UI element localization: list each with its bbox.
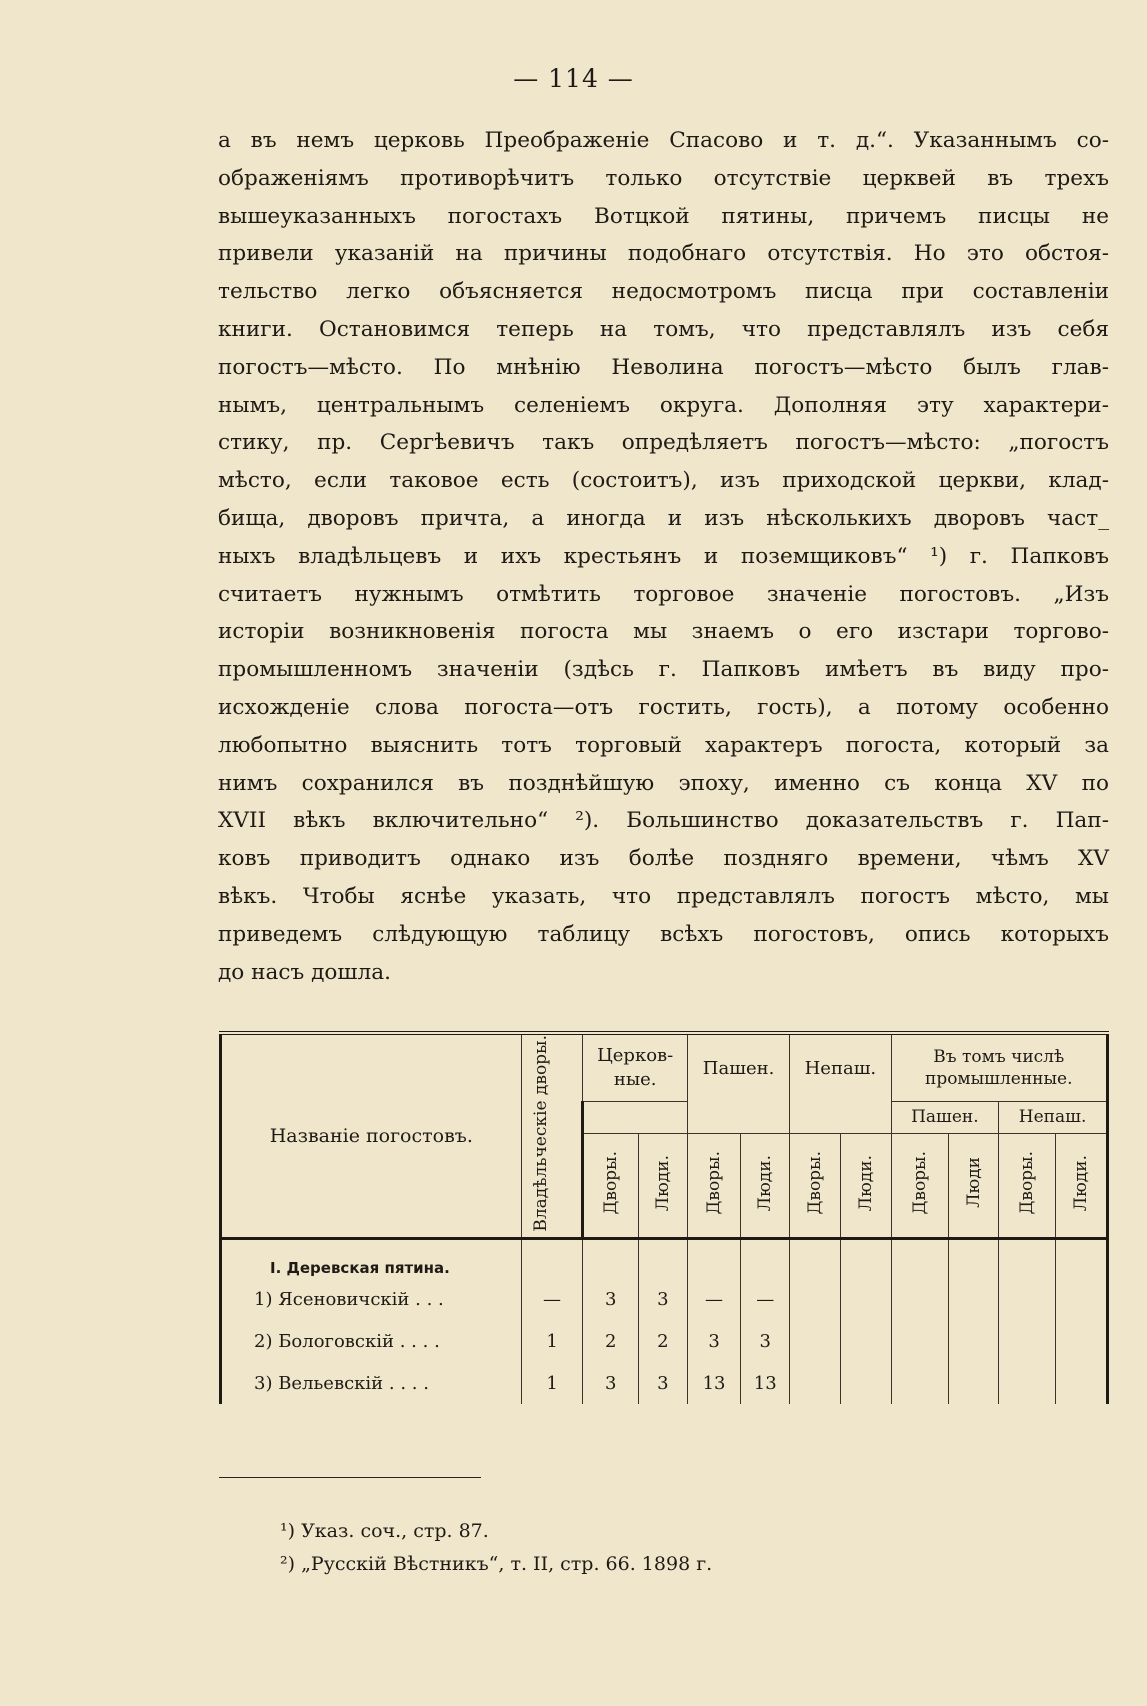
text-line: нымъ, центральнымъ селеніемъ округа. Дополняя эту характери- bbox=[218, 392, 1109, 418]
col-header-owners bbox=[521, 1035, 583, 1238]
cell-p-lyudi: — bbox=[741, 1278, 790, 1320]
col-c-dvory-label: Дворы. bbox=[601, 1151, 622, 1215]
pashen-sub-blank bbox=[687, 1101, 789, 1133]
footnote-divider bbox=[219, 1477, 481, 1478]
church-sub-blank bbox=[583, 1101, 687, 1133]
col-n-dvory-label: Дворы. bbox=[805, 1151, 826, 1215]
text-line: исторіи возникновенія погоста мы знаемъ о его изстари торгово- bbox=[218, 619, 1109, 645]
col-c-dvory bbox=[583, 1133, 638, 1238]
row-name: 3) Вельевскій . . . . bbox=[221, 1362, 522, 1404]
cell-vlad: — bbox=[521, 1278, 583, 1320]
col-header-incl-nepash: Непаш. bbox=[999, 1101, 1108, 1133]
body-text bbox=[218, 122, 1109, 991]
cell-p-lyudi: 13 bbox=[741, 1362, 790, 1404]
col-p-lyudi-label: Люди. bbox=[755, 1154, 776, 1211]
col-header-incl: Въ томъ числѣ промышленные. bbox=[891, 1035, 1107, 1101]
text-line: бища, дворовъ причта, а иногда и изъ нѣсколькихъ дворовъ част_ bbox=[218, 505, 1109, 531]
footnote-2: ²) „Русскій Вѣстникъ“, т. II, стр. 66. 1898 г. bbox=[280, 1553, 713, 1575]
col-header-owners-label: Владѣльческіе дворы. bbox=[530, 1035, 551, 1232]
row-name: 2) Бологовскій . . . . bbox=[221, 1320, 522, 1362]
cell-p-dvory: — bbox=[687, 1278, 740, 1320]
col-header-pashen: Пашен. bbox=[687, 1035, 789, 1101]
table-row bbox=[221, 1362, 1108, 1404]
col-header-name: Названіе погостовъ. bbox=[221, 1035, 522, 1238]
text-line: ображеніямъ противорѣчитъ только отсутствіе церквей въ трехъ bbox=[218, 165, 1109, 191]
text-line: ныхъ владѣльцевъ и ихъ крестьянъ и поземщиковъ“ ¹) г. Папковъ bbox=[218, 543, 1109, 569]
col-n-dvory bbox=[790, 1133, 841, 1238]
cell-c-dvory: 3 bbox=[583, 1362, 638, 1404]
col-ip-lyudi-label: Люди bbox=[963, 1157, 984, 1209]
pogost-table bbox=[219, 1031, 1109, 1404]
cell-p-dvory: 13 bbox=[687, 1362, 740, 1404]
col-p-dvory-label: Дворы. bbox=[704, 1151, 725, 1215]
col-ip-dvory bbox=[891, 1133, 949, 1238]
text-line: ковъ приводитъ однако изъ болѣе поздняго времени, чѣмъ XV bbox=[218, 846, 1109, 872]
page-number: — 114 — bbox=[513, 64, 634, 93]
text-line: стику, пр. Сергѣевичъ такъ опредѣляетъ погостъ—мѣсто: „погостъ bbox=[218, 430, 1109, 456]
cell-c-lyudi: 3 bbox=[638, 1362, 687, 1404]
text-line: а въ немъ церковь Преображеніе Спасово и т. д.“. Указаннымъ со- bbox=[218, 128, 1109, 153]
col-p-dvory bbox=[687, 1133, 740, 1238]
cell-p-lyudi: 3 bbox=[741, 1320, 790, 1362]
col-c-lyudi bbox=[638, 1133, 687, 1238]
text-line: книги. Остановимся теперь на томъ, что представлялъ изъ себя bbox=[218, 316, 1109, 342]
col-n-lyudi-label: Люди. bbox=[855, 1154, 876, 1211]
col-header-incl-pashen: Пашен. bbox=[891, 1101, 999, 1133]
text-line: мѣсто, если таковое есть (состоитъ), изъ приходской церкви, клад- bbox=[218, 468, 1109, 494]
cell-c-lyudi: 3 bbox=[638, 1278, 687, 1320]
cell-c-lyudi: 2 bbox=[638, 1320, 687, 1362]
col-in-lyudi-label: Люди. bbox=[1070, 1154, 1091, 1211]
text-line: приведемъ слѣдующую таблицу всѣхъ погостовъ, опись которыхъ bbox=[218, 921, 1109, 947]
col-n-lyudi bbox=[841, 1133, 891, 1238]
cell-vlad: 1 bbox=[521, 1320, 583, 1362]
text-line: тельство легко объясняется недосмотромъ писца при составленіи bbox=[218, 279, 1109, 305]
col-ip-dvory-label: Дворы. bbox=[909, 1151, 930, 1215]
col-header-nepash: Непаш. bbox=[790, 1035, 891, 1101]
text-line: погостъ—мѣсто. По мнѣнію Неволина погостъ—мѣсто былъ глав- bbox=[218, 354, 1109, 380]
cell-vlad: 1 bbox=[521, 1362, 583, 1404]
table-row bbox=[221, 1320, 1108, 1362]
col-c-lyudi-label: Люди. bbox=[652, 1154, 673, 1211]
footnote-1: ¹) Указ. соч., стр. 87. bbox=[280, 1520, 489, 1542]
section-title: I. Деревская пятина. bbox=[270, 1259, 450, 1278]
cell-c-dvory: 3 bbox=[583, 1278, 638, 1320]
text-line: любопытно выяснить тотъ торговый характеръ погоста, который за bbox=[218, 732, 1109, 758]
col-in-dvory bbox=[999, 1133, 1056, 1238]
col-header-church: Церков-ные. bbox=[583, 1035, 687, 1101]
text-line: нимъ сохранился въ позднѣйшую эпоху, именно съ конца XV по bbox=[218, 770, 1109, 796]
text-line: XVII вѣкъ включительно“ ²). Большинство доказательствъ г. Пап- bbox=[218, 808, 1109, 834]
col-p-lyudi bbox=[741, 1133, 790, 1238]
col-ip-lyudi bbox=[949, 1133, 999, 1238]
row-name: 1) Ясеновичскій . . . bbox=[221, 1278, 522, 1320]
col-in-dvory-label: Дворы. bbox=[1016, 1151, 1037, 1215]
text-line: привели указаній на причины подобнаго отсутствія. Но это обстоя- bbox=[218, 241, 1109, 267]
footnotes bbox=[280, 1515, 712, 1581]
text-line: исхожденіе слова погоста—отъ гостить, гость), а потому особенно bbox=[218, 694, 1109, 720]
section-row bbox=[221, 1238, 522, 1278]
text-line: вышеуказанныхъ погостахъ Вотцкой пятины, причемъ писцы не bbox=[218, 203, 1109, 229]
text-line: промышленномъ значеніи (здѣсь г. Папковъ имѣетъ въ виду про- bbox=[218, 657, 1109, 683]
cell-c-dvory: 2 bbox=[583, 1320, 638, 1362]
nepash-sub-blank bbox=[790, 1101, 891, 1133]
cell-p-dvory: 3 bbox=[687, 1320, 740, 1362]
text-line: вѣкъ. Чтобы яснѣе указать, что представлялъ погостъ мѣсто, мы bbox=[218, 883, 1109, 909]
text-line: до насъ дошла. bbox=[218, 959, 391, 985]
col-in-lyudi bbox=[1055, 1133, 1107, 1238]
text-line: считаетъ нужнымъ отмѣтить торговое значеніе погостовъ. „Изъ bbox=[218, 581, 1109, 607]
table-row bbox=[221, 1278, 1108, 1320]
